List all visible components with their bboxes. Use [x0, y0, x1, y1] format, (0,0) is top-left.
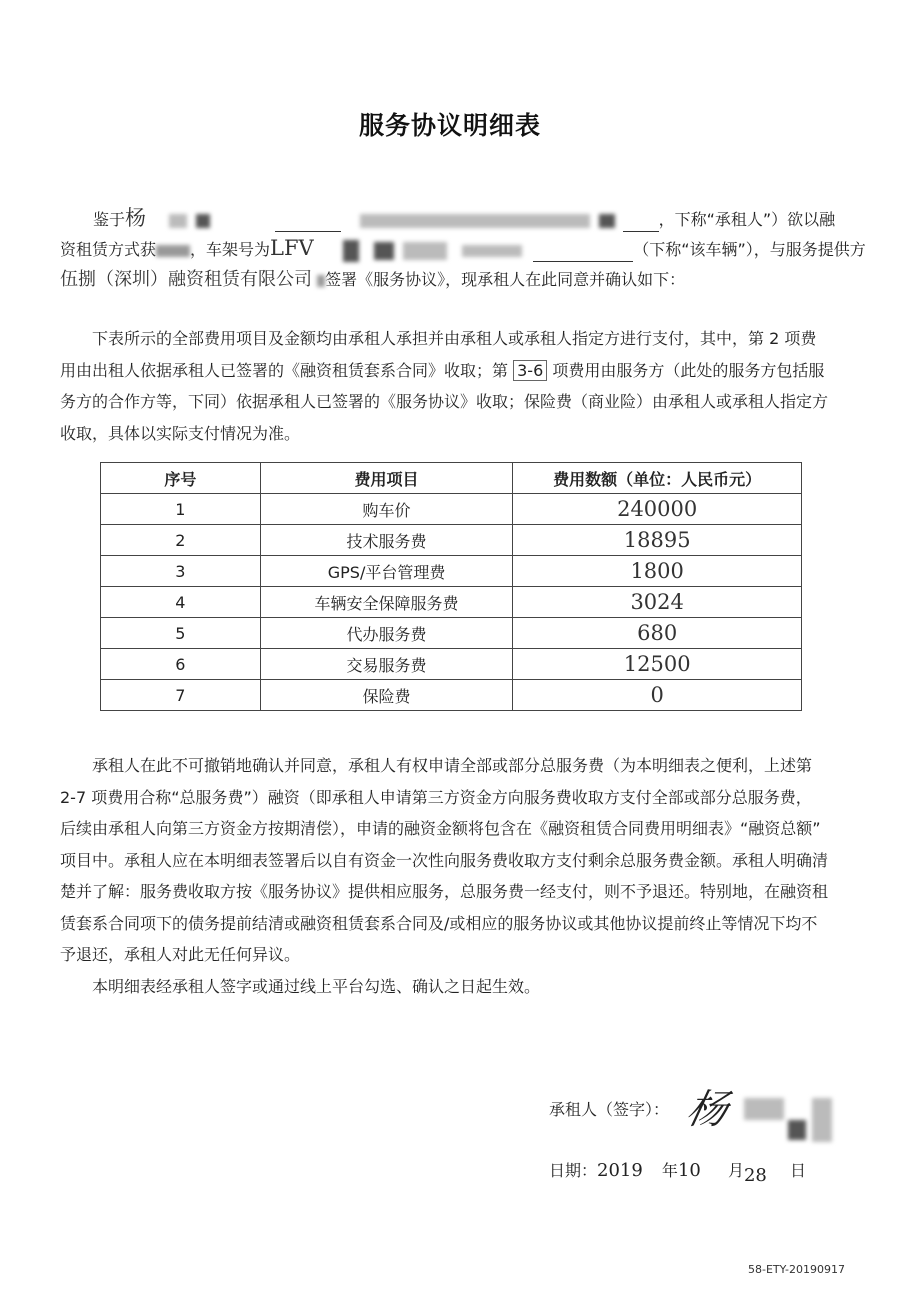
intro-line-3: [60, 265, 685, 291]
date-year-unit: 年: [661, 1161, 678, 1180]
intro-line2-head: 资租赁方式获: [60, 240, 157, 259]
redaction-block: [374, 242, 394, 260]
para2-line: 赁套系合同项下的债务提前结清或融资租赁套系合同及/或相应的服务协议或其他协议提前终止等情况下均不: [60, 913, 818, 933]
row-item: 车辆安全保障服务费: [260, 587, 513, 618]
row-no: 6: [101, 649, 261, 680]
para2-line: 后续由承租人向第三方资金方按期清偿），申请的融资金额将包含在《融资租赁合同费用明细表》“融资总额”: [60, 819, 821, 838]
redaction-block: [462, 245, 522, 257]
para1-line: 务方的合作方等，下同）依据承租人已签署的《服务协议》收取；保险费（商业险）由承租人或承租人指定方: [60, 392, 829, 411]
row-amount: 0: [513, 680, 802, 711]
intro-line1-tail: ，下称“承租人”）欲以融: [658, 210, 836, 229]
effective-clause: 本明细表经承租人签字或通过线上平台勾选、确认之日起生效。: [92, 976, 541, 996]
redaction-block: [196, 214, 210, 228]
para2-line: 2-7 项费用合称“总服务费”）融资（即承租人申请第三方资金方向服务费收取方支付全部或部分总服务费，: [60, 787, 812, 807]
row-item: 保险费: [260, 680, 513, 711]
redaction-block: [156, 245, 190, 257]
row-amount: 12500: [513, 649, 802, 680]
date-month-unit: 月: [727, 1161, 744, 1180]
redaction-block: [343, 240, 359, 262]
row-no: 7: [101, 680, 261, 711]
header-no: 序号: [101, 463, 261, 494]
redaction-block: [317, 275, 325, 287]
redaction-block: [403, 242, 447, 260]
fee-range-highlight: 3-6: [513, 360, 547, 381]
para2-line: 承租人在此不可撤销地确认并同意，承租人有权申请全部或部分总服务费（为本明细表之便利，上述第: [92, 756, 813, 775]
header-item: 费用项目: [260, 463, 513, 494]
fill-underline: [275, 213, 341, 232]
fill-underline: [533, 243, 633, 262]
para1-line2-tail: 项费用由服务方（此处的服务方包括服: [552, 360, 825, 380]
intro-sign-word: 签署: [325, 270, 358, 289]
row-no: 3: [101, 556, 261, 587]
signature-label: 承租人（签字）：: [549, 1100, 670, 1119]
row-no: 1: [101, 494, 261, 525]
row-amount: 3024: [513, 587, 802, 618]
para1-line: 下表所示的全部费用项目及金额均由承租人承担并由承租人或承租人指定方进行支付，其中，第 2 项费: [92, 329, 817, 348]
row-amount: 18895: [513, 525, 802, 556]
table-row: [101, 556, 802, 587]
para1-line: [60, 355, 850, 387]
row-item: 交易服务费: [260, 649, 513, 680]
para1-line2-text: 用由出租人依据承租人已签署的《融资租赁套系合同》收取；第: [60, 360, 509, 380]
row-item: 代办服务费: [260, 618, 513, 649]
document-code: 58-ETY-20190917: [747, 1263, 845, 1276]
fill-underline: [623, 213, 659, 232]
signature-redaction: [788, 1120, 806, 1140]
para2-line: 楚并了解：服务费收取方按《服务协议》提供相应服务，总服务费一经支付，则不予退还。特别地，在融资租: [60, 882, 829, 901]
lessee-signature: 杨: [682, 1087, 733, 1133]
row-amount: 240000: [513, 494, 802, 525]
date-month: 10: [677, 1160, 701, 1181]
date-label: 日期：: [549, 1161, 598, 1180]
redaction-block: [169, 214, 187, 228]
row-item: GPS/平台管理费: [260, 556, 513, 587]
fee-table: [100, 462, 802, 711]
row-no: 4: [101, 587, 261, 618]
table-row: [101, 587, 802, 618]
table-row: [101, 618, 802, 649]
date-line: [549, 1158, 806, 1186]
intro-prefix: 鉴于: [93, 210, 126, 229]
table-row: [101, 525, 802, 556]
intro-line-1: [93, 202, 835, 232]
vin-label: ，车架号为: [190, 240, 271, 259]
row-amount: 680: [513, 618, 802, 649]
intro-line2-tail: （下称“该车辆”），与服务提供方: [633, 240, 866, 259]
table-row: [101, 649, 802, 680]
para1-line: 收取，具体以实际支付情况为准。: [60, 423, 301, 443]
row-no: 5: [101, 618, 261, 649]
redaction-block: [360, 214, 590, 228]
financing-consent-paragraph: [60, 750, 850, 1002]
table-header-row: [101, 463, 802, 494]
row-amount: 1800: [513, 556, 802, 587]
date-day: 28: [743, 1165, 767, 1186]
intro-line-2: [60, 236, 866, 262]
fee-explanation-paragraph: [60, 323, 850, 449]
header-amount: 费用数额（单位：人民币元）: [513, 463, 802, 494]
signature-redaction: [812, 1098, 832, 1142]
table-row: [101, 494, 802, 525]
signature-redaction: [744, 1098, 784, 1120]
redaction-block: [599, 214, 615, 228]
vin-handwritten: LFV: [270, 236, 314, 260]
para2-line: 项目中。承租人应在本明细表签署后以自有资金一次性向服务费收取方支付剩余总服务费金额。承租人明确清: [60, 850, 829, 870]
lessee-name-handwritten: 杨: [125, 206, 147, 230]
para2-line: 予退还，承租人对此无任何异议。: [60, 945, 301, 964]
table-row: [101, 680, 802, 711]
row-no: 2: [101, 525, 261, 556]
row-item: 技术服务费: [260, 525, 513, 556]
document-title: 服务协议明细表: [358, 111, 541, 140]
date-day-unit: 日: [789, 1161, 806, 1180]
service-provider-name: 伍捌（深圳）融资租赁有限公司: [60, 269, 312, 290]
row-item: 购车价: [260, 494, 513, 525]
intro-line3-tail: 《服务协议》，现承租人在此同意并确认如下：: [357, 270, 686, 289]
date-year: 2019: [597, 1160, 643, 1181]
